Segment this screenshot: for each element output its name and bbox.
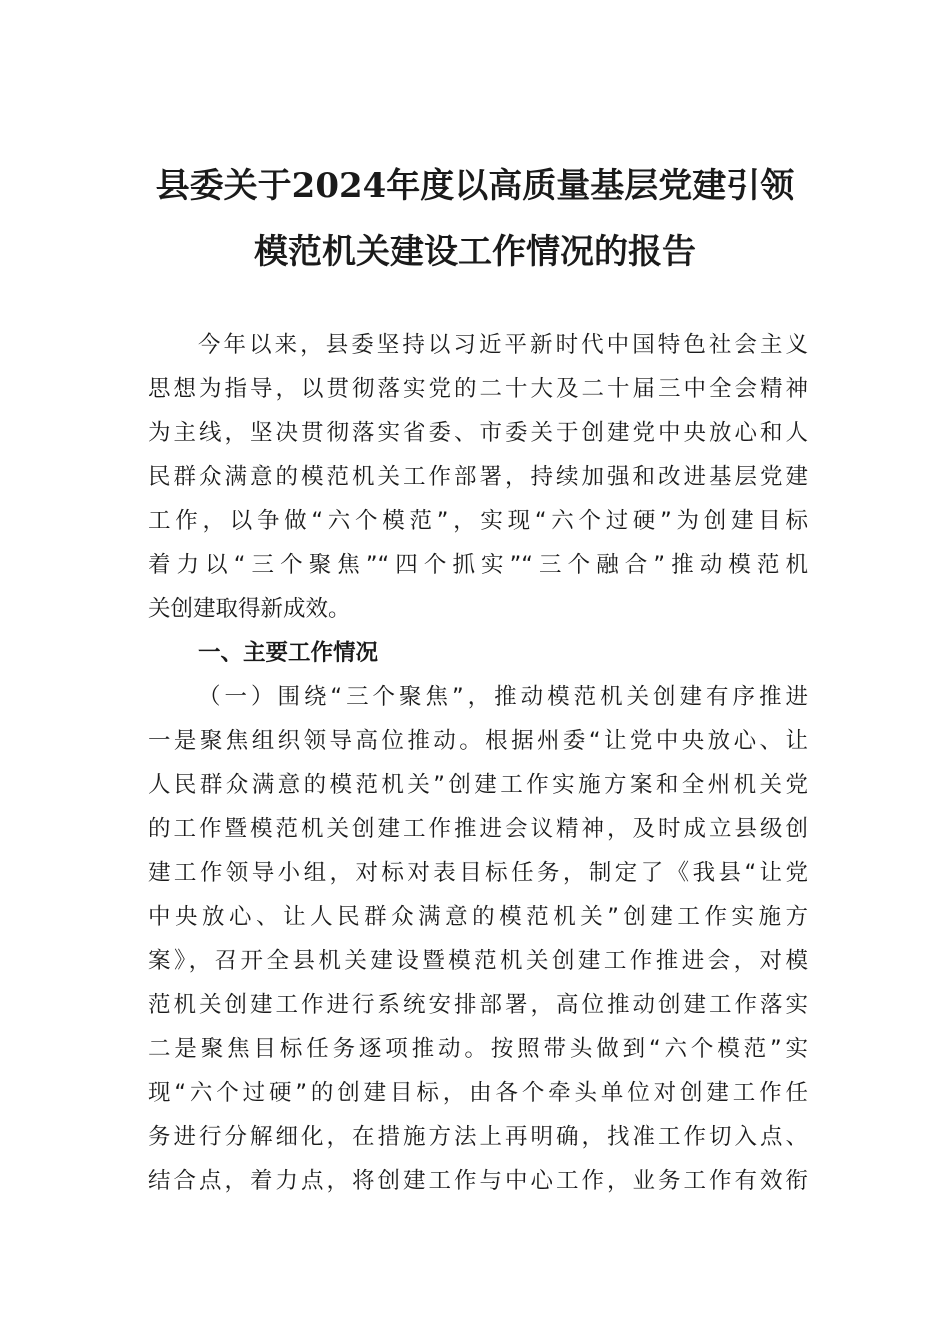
subsection-heading: （一）围绕“三个聚焦”，推动模范机关创建有序推进 [198,684,808,710]
body-line: 一是聚焦组织领导高位推动。根据州委“让党中央放心、让 [148,728,808,754]
body-line: 今年以来，县委坚持以习近平新时代中国特色社会主义 [198,332,808,358]
body-line: 着力以“三个聚焦”“四个抓实”“三个融合”推动模范机 [148,552,808,578]
body-line: 案》，召开全县机关建设暨模范机关创建工作推进会，对模 [148,948,808,974]
body-line: 关创建取得新成效。 [148,596,351,622]
body-line: 建工作领导小组，对标对表目标任务，制定了《我县“让党 [148,860,808,886]
body-line: 中央放心、让人民群众满意的模范机关”创建工作实施方 [148,904,808,930]
body-line: 工作，以争做“六个模范”，实现“六个过硬”为创建目标 [148,508,808,534]
body-line: 民群众满意的模范机关工作部署，持续加强和改进基层党建 [148,464,808,490]
document-title-line-1: 县委关于2024年度以高质量基层党建引领 [155,166,795,206]
body-line: 结合点，着力点，将创建工作与中心工作，业务工作有效衔 [148,1168,808,1194]
body-line: 务进行分解细化，在措施方法上再明确，找准工作切入点、 [148,1124,808,1150]
body-line: 思想为指导，以贯彻落实党的二十大及二十届三中全会精神 [148,376,808,402]
body-line: 范机关创建工作进行系统安排部署，高位推动创建工作落实 [148,992,808,1018]
body-line: 的工作暨模范机关创建工作推进会议精神，及时成立县级创 [148,816,808,842]
body-line: 现“六个过硬”的创建目标，由各个牵头单位对创建工作任 [148,1080,808,1106]
body-line: 二是聚焦目标任务逐项推动。按照带头做到“六个模范”实 [148,1036,808,1062]
section-heading: 一、主要工作情况 [198,640,379,666]
body-line: 为主线，坚决贯彻落实省委、市委关于创建党中央放心和人 [148,420,808,446]
body-line: 人民群众满意的模范机关”创建工作实施方案和全州机关党 [148,772,808,798]
document-title-line-2: 模范机关建设工作情况的报告 [254,232,696,272]
